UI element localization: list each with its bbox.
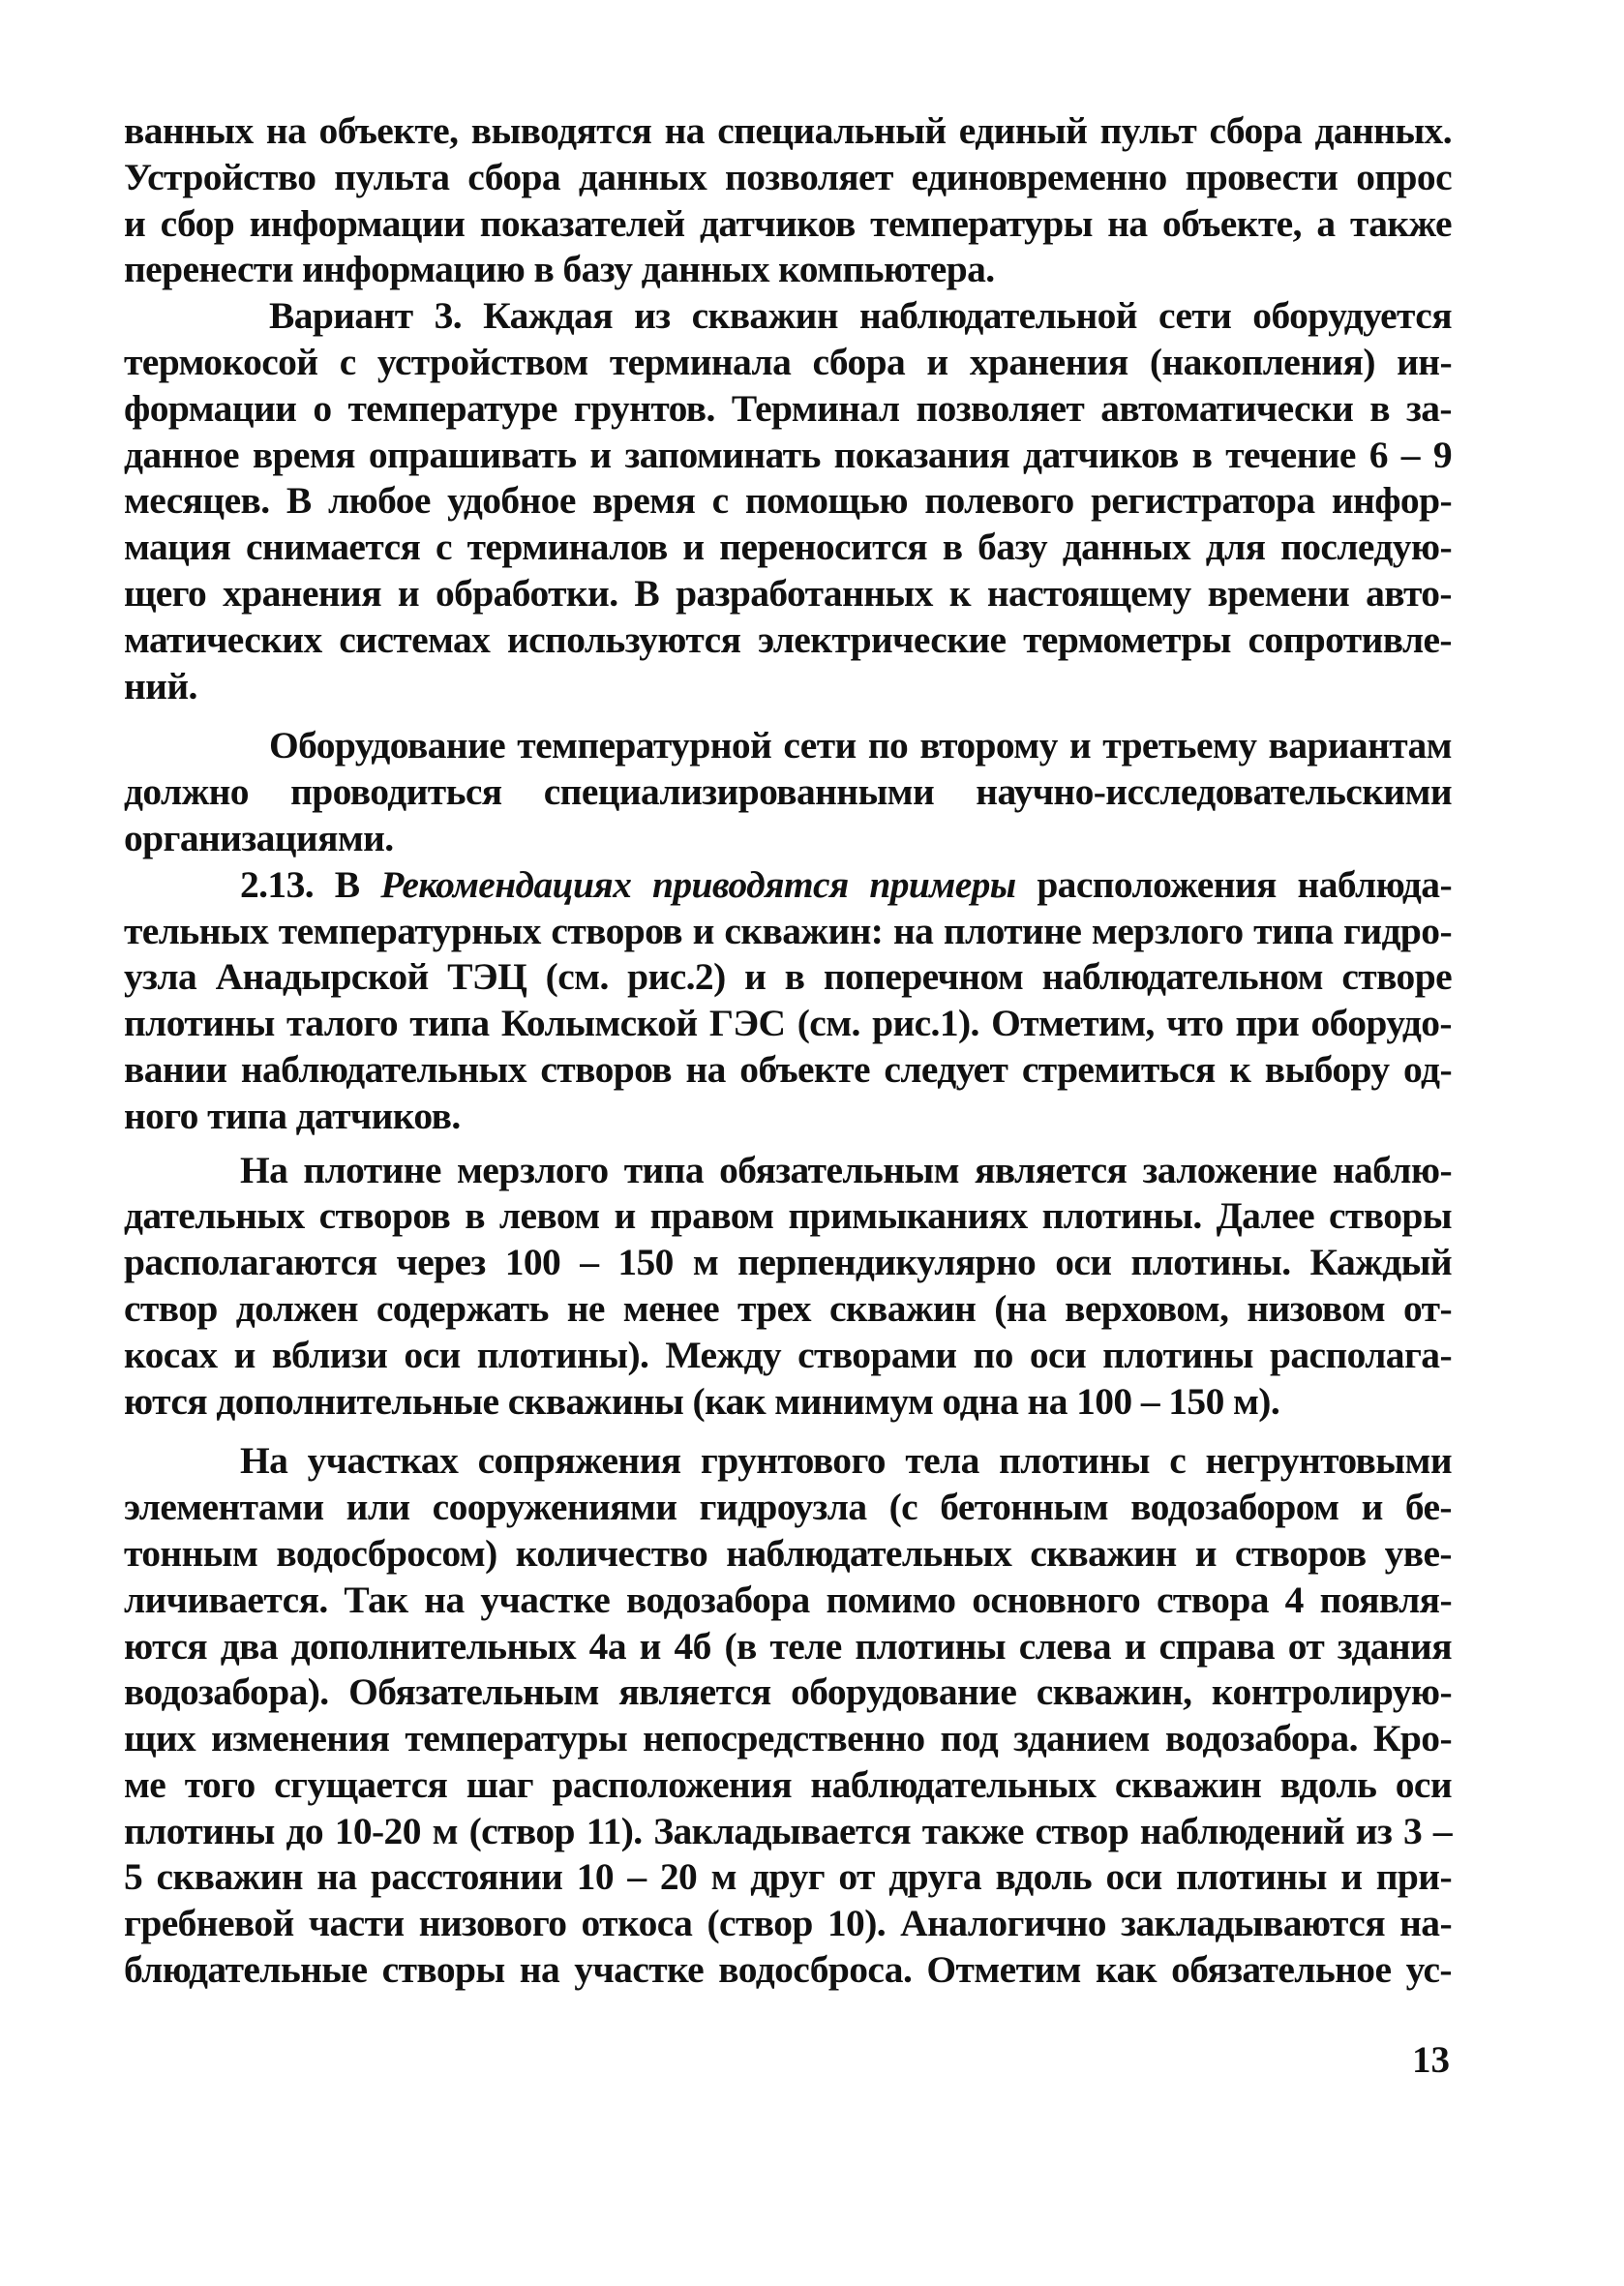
text-line: перенести информацию в базу данных компьютера. bbox=[124, 248, 995, 291]
text-line: ются дополнительные скважины (как минимум одна на 100 – 150 м). bbox=[124, 1379, 1280, 1423]
text-line: месяцев. В любое удобное время с помощью полевого регистратора инфор- bbox=[124, 479, 1452, 523]
text-line: 5 скважин на расстоянии 10 – 20 м друг от друга вдоль оси плотины и при- bbox=[124, 1855, 1452, 1899]
paragraph-2-13 bbox=[124, 862, 1452, 1140]
paragraph-variant-3 bbox=[124, 293, 1452, 709]
text-fragment: расположения наблюда- bbox=[1015, 862, 1452, 906]
paragraph-1 bbox=[124, 108, 1452, 293]
text-line: плотины до 10-20 м (створ 11). Закладывается также створ наблюдений из 3 – bbox=[124, 1809, 1452, 1852]
text-line: организациями. bbox=[124, 816, 394, 859]
text-line: располагаются через 100 – 150 м перпендикулярно оси плотины. Каждый bbox=[124, 1241, 1452, 1284]
text-line: Устройство пульта сбора данных позволяет единовременно провести опрос bbox=[124, 155, 1452, 198]
text-line: ного типа датчиков. bbox=[124, 1094, 461, 1137]
text-line: ме того сгущается шаг расположения наблюдательных скважин вдоль оси bbox=[124, 1762, 1452, 1806]
text-line: ванных на объекте, выводятся на специальный единый пульт сбора данных. bbox=[124, 109, 1452, 152]
text-line: щих изменения температуры непосредственно под зданием водозабора. Кро- bbox=[124, 1717, 1452, 1760]
text-line: формации о температуре грунтов. Терминал позволяет автоматически в за- bbox=[124, 386, 1452, 430]
text-line: Оборудование температурной сети по второму и третьему вариантам bbox=[269, 724, 1452, 767]
text-line: створ должен содержать не менее трех скважин (на верховом, низовом от- bbox=[124, 1286, 1452, 1330]
text-line: должно проводиться специализированными научно-исследовательскими bbox=[124, 770, 1452, 814]
text-line: гребневой части низового откоса (створ 10). Аналогично закладываются на- bbox=[124, 1902, 1452, 1945]
text-line: водозабора). Обязательным является оборудование скважин, контролирую- bbox=[124, 1670, 1452, 1714]
text-line bbox=[124, 293, 1452, 340]
paragraph-5 bbox=[124, 1148, 1452, 1426]
text-fragment: Каждая из скважин наблюдательной сети оборудуется bbox=[462, 294, 1452, 338]
variant-heading: Вариант 3. bbox=[269, 294, 463, 338]
paragraph-6 bbox=[124, 1438, 1452, 1994]
text-line: дательных створов в левом и правом примыканиях плотины. Далее створы bbox=[124, 1194, 1452, 1238]
paragraph-3 bbox=[124, 723, 1452, 861]
text-line: мация снимается с терминалов и переносится в базу данных для последую- bbox=[124, 526, 1452, 569]
text-line: личивается. Так на участке водозабора помимо основного створа 4 появля- bbox=[124, 1578, 1452, 1621]
text-line: и сбор информации показателей датчиков температуры на объекте, а также bbox=[124, 201, 1452, 245]
text-line: ний. bbox=[124, 664, 197, 707]
body-text bbox=[124, 108, 1452, 1994]
section-number: 2.13. bbox=[240, 862, 315, 906]
text-line: данное время опрашивать и запоминать показания датчиков в течение 6 – 9 bbox=[124, 433, 1452, 476]
text-line bbox=[124, 862, 1452, 909]
text-line: ются два дополнительных 4а и 4б (в теле плотины слева и справа от здания bbox=[124, 1624, 1452, 1668]
text-line: На плотине мерзлого типа обязательным является заложение наблю- bbox=[240, 1148, 1452, 1191]
text-line: тонным водосбросом) количество наблюдательных скважин и створов уве- bbox=[124, 1531, 1452, 1575]
italic-fragment: Рекомендациях приводятся примеры bbox=[380, 862, 1016, 906]
text-line: термокосой с устройством терминала сбора и хранения (накопления) ин- bbox=[124, 340, 1452, 383]
page-number: 13 bbox=[1412, 2039, 1450, 2081]
text-line: косах и вблизи оси плотины). Между створами по оси плотины располага- bbox=[124, 1333, 1452, 1376]
text-line: вании наблюдательных створов на объекте следует стремиться к выбору од- bbox=[124, 1047, 1452, 1091]
text-fragment: В bbox=[314, 862, 381, 906]
text-line: тельных температурных створов и скважин: на плотине мерзлого типа гидро- bbox=[124, 909, 1452, 952]
text-line: блюдательные створы на участке водосброса. Отметим как обязательное ус- bbox=[124, 1948, 1452, 1992]
text-line: щего хранения и обработки. В разработанных к настоящему времени авто- bbox=[124, 571, 1452, 615]
text-line: матических системах используются электрические термометры сопротивле- bbox=[124, 617, 1452, 661]
text-line: На участках сопряжения грунтового тела плотины с негрунтовыми bbox=[240, 1439, 1452, 1483]
text-line: элементами или сооружениями гидроузла (с бетонным водозабором и бе- bbox=[124, 1486, 1452, 1529]
text-line: узла Анадырской ТЭЦ (см. рис.2) и в поперечном наблюдательном створе bbox=[124, 955, 1452, 999]
text-line: плотины талого типа Колымской ГЭС (см. рис.1). Отметим, что при оборудо- bbox=[124, 1002, 1452, 1045]
